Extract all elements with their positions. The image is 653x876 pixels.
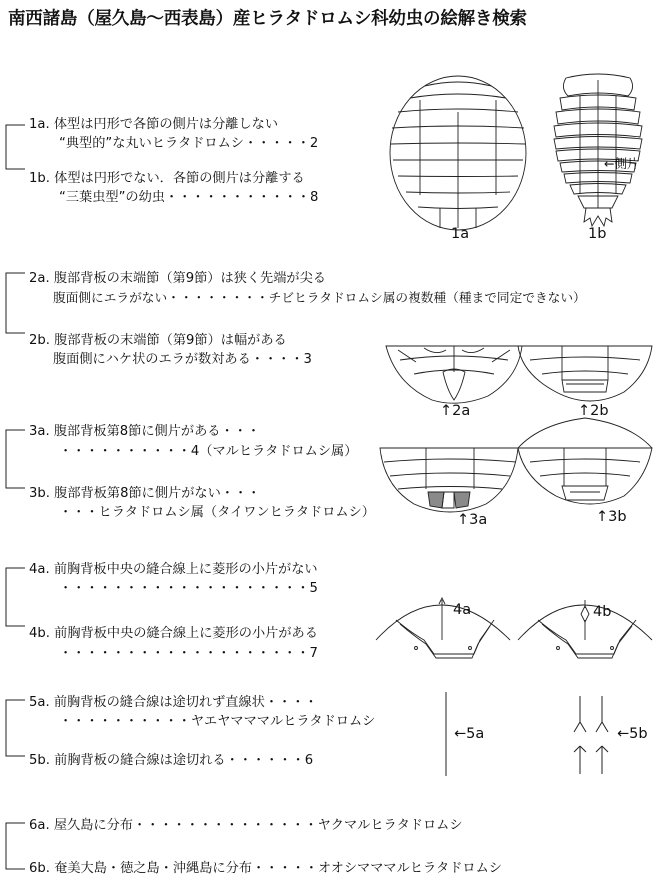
couplet-1a-line-1: 1a. 体型は円形で各節の側片は分離しない (29, 117, 279, 132)
suture-5b-drawing (574, 696, 608, 774)
couplet-6a-line-1: 6a. 屋久島に分布・・・・・・・・・・・・・・ヤクマルヒラタドロムシ (29, 818, 463, 833)
couplet-3a-line-1: 3a. 腹部背板第8節に側片がある・・・ (29, 424, 261, 439)
figure-label-2a: ↑2a (440, 403, 471, 419)
couplet-5a-line-1: 5a. 前胸背板の縫合線は途切れず直線状・・・・ (29, 695, 318, 710)
couplet-2a-line-2: 腹面側にエラがない・・・・・・・・チビヒラタドロムシ属の複数種（種まで同定できない） (53, 290, 586, 305)
bracket-5 (6, 700, 25, 756)
bracket-4 (6, 568, 25, 626)
abdomen-3b-drawing (518, 418, 652, 504)
figure-label-4a: 4a (453, 602, 472, 618)
couplet-3b-line-2: ・・・ヒラタドロムシ属（タイワンヒラタドロムシ） (59, 505, 375, 520)
page-title: 南西諸島（屋久島～西表島）産ヒラタドロムシ科幼虫の絵解き検索 (8, 9, 527, 29)
figure-label-4b: 4b (593, 604, 612, 620)
abdomen-3a-drawing (380, 448, 518, 512)
abdomen-2b-drawing (518, 346, 652, 401)
couplet-4b-line-2: ・・・・・・・・・・・・・・・・・・・7 (59, 646, 318, 661)
sidepiece-label: ←側片 (604, 156, 640, 171)
bracket-1 (6, 125, 25, 169)
larva-1a-drawing (390, 76, 526, 230)
couplet-3b-line-1: 3b. 腹部背板第8節に側片がない・・・ (29, 486, 261, 501)
bracket-2 (6, 273, 25, 333)
abdomen-2a-drawing (386, 346, 522, 403)
couplet-4a-line-1: 4a. 前胸背板中央の縫合線上に菱形の小片がない (29, 562, 318, 577)
couplet-2b-line-1: 2b. 腹部背板の末端節（第9節）は幅がある (29, 333, 287, 348)
couplet-4a-line-2: ・・・・・・・・・・・・・・・・・・・5 (59, 581, 318, 596)
couplet-5a-line-2: ・・・・・・・・・・ヤエヤマママルヒラタドロムシ (59, 714, 376, 729)
couplet-3a-line-2: ・・・・・・・・・・4（マルヒラタドロムシ属） (59, 444, 358, 459)
couplet-4b-line-1: 4b. 前胸背板中央の縫合線上に菱形の小片がある (29, 626, 318, 641)
larva-1b-drawing (554, 74, 642, 226)
figure-label-5b: ←5b (617, 726, 648, 742)
bracket-3 (6, 430, 25, 488)
figure-label-3a: ↑3a (457, 512, 488, 528)
couplet-2a-line-1: 2a. 腹部背板の末端節（第9節）は狭く先端が尖る (29, 271, 326, 286)
figure-label-2b: ↑2b (578, 403, 609, 419)
pronotum-4a-drawing (376, 598, 510, 658)
couplet-6b-line-1: 6b. 奄美大島・徳之島・沖縄島に分布・・・・・オオシマママルヒラタドロムシ (29, 861, 502, 876)
couplet-1a-line-2: “典型的”な丸いヒラタドロムシ・・・・・2 (59, 136, 319, 151)
pronotum-4b-drawing (518, 600, 652, 658)
couplet-2b-line-2: 腹面側にハケ状のエラが数対ある・・・・3 (53, 352, 312, 367)
couplet-1b-line-2: “三葉虫型”の幼虫・・・・・・・・・・・8 (59, 190, 319, 205)
figure-label-1a: 1a (451, 226, 470, 242)
figure-label-1b: 1b (588, 226, 607, 242)
bracket-6 (6, 823, 25, 869)
figure-label-3b: ↑3b (596, 509, 627, 525)
couplet-5b-line-1: 5b. 前胸背板の縫合線は途切れる・・・・・・6 (29, 753, 314, 768)
couplet-1b-line-1: 1b. 体型は円形でない．各節の側片は分離する (29, 171, 305, 186)
figure-label-5a: ←5a (454, 726, 485, 742)
